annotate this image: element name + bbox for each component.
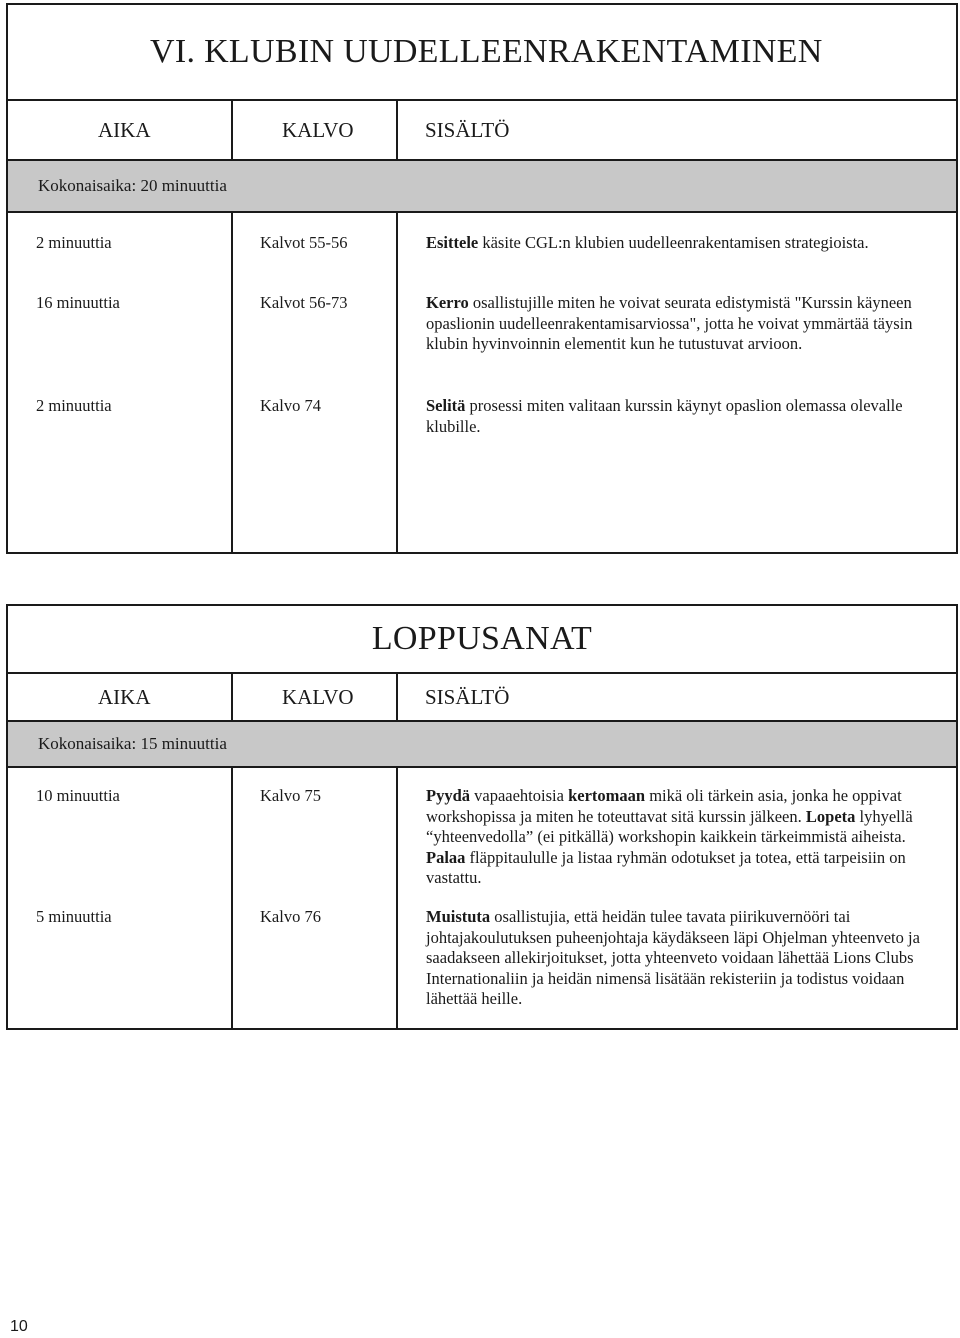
header-content: SISÄLTÖ [425, 117, 510, 142]
total-time: Kokonaisaika: 15 minuuttia [8, 722, 956, 768]
action-verb: kertomaan [568, 786, 646, 805]
action-verb: Kerro [426, 293, 469, 312]
row-content-text: lyhyellä “yhteenvedolla” (ei pitkällä) workshopin kaikkein tärkeimmistä aiheista. [426, 806, 913, 846]
table-header [8, 674, 956, 722]
action-verb: Esittele [426, 233, 479, 252]
row-content-text: osallistujia, että heidän tulee tavata piirikuvernööri tai johtajakoulutuksen puheenjohtaja käydäkseen läpi Ohjelman yhteenveto ja saadakseen allekirjoitukset, jotta yhteenveto voidaan lähettää Lions Clubs Internationaliin ja heidän nimensä lisätään rekisteriin ja todistus voidaan lähettää heille. [426, 907, 920, 1008]
row-slide: Kalvot 55-56 [260, 233, 348, 252]
action-verb: Selitä [426, 396, 466, 415]
column-divider [231, 213, 233, 552]
row-content-text: prosessi miten valitaan kurssin käynyt opaslion olemassa olevalle klubille. [426, 396, 903, 436]
row-content [426, 907, 941, 1010]
row-slide: Kalvo 75 [260, 786, 321, 805]
row-content-text: mikä oli tärkein asia, jonka he oppivat workshopissa ja miten he toteuttavat sitä kurssin jälkeen. [426, 786, 902, 826]
column-divider [231, 768, 233, 1028]
row-slide: Kalvo 74 [260, 396, 321, 415]
row-content-text: fläppitaululle ja listaa ryhmän odotukset ja totea, että tarpeisiin on vastattu. [426, 847, 906, 887]
row-content-text: käsite CGL:n klubien uudelleenrakentamisen strategioista. [478, 233, 869, 252]
header-time: AIKA [98, 117, 151, 142]
row-content [426, 396, 941, 437]
section-closing [6, 604, 958, 1030]
row-slide: Kalvot 56-73 [260, 293, 348, 312]
header-slide: KALVO [282, 684, 354, 709]
header-content: SISÄLTÖ [425, 684, 510, 709]
column-divider [396, 768, 398, 1028]
row-time: 2 minuuttia [36, 233, 112, 252]
row-content-text: osallistujille miten he voivat seurata edistymistä "Kurssin käyneen opaslionin uudelleenrakentamisarviossa", jotta he voivat ymmärtää täysin klubin hyvinvoinnin elementit kun he tutustuvat arvioon. [426, 293, 913, 353]
row-content [426, 293, 941, 355]
row-time: 10 minuuttia [36, 786, 120, 805]
action-verb: Lopeta [805, 806, 856, 826]
row-time: 2 minuuttia [36, 396, 112, 415]
column-divider [396, 674, 398, 722]
row-content [426, 786, 941, 889]
table-header [8, 101, 956, 161]
column-divider [231, 101, 233, 161]
action-verb: Muistuta [426, 907, 491, 926]
row-content-text: vapaaehtoisia [470, 786, 569, 805]
row-time: 16 minuuttia [36, 293, 120, 312]
row-slide: Kalvo 76 [260, 907, 321, 926]
header-time: AIKA [98, 684, 151, 709]
row-time: 5 minuuttia [36, 907, 112, 926]
section-title: VI. KLUBIN UUDELLEENRAKENTAMINEN [8, 5, 956, 101]
total-time: Kokonaisaika: 20 minuuttia [8, 161, 956, 213]
row-content [426, 233, 941, 254]
column-divider [231, 674, 233, 722]
column-divider [396, 101, 398, 161]
column-divider [396, 213, 398, 552]
header-slide: KALVO [282, 117, 354, 142]
action-verb: Palaa [426, 847, 466, 867]
page-number: 10 [10, 1318, 28, 1335]
section-club-rebuilding [6, 3, 958, 554]
section-title: LOPPUSANAT [8, 606, 956, 674]
action-verb: Pyydä [426, 786, 471, 805]
